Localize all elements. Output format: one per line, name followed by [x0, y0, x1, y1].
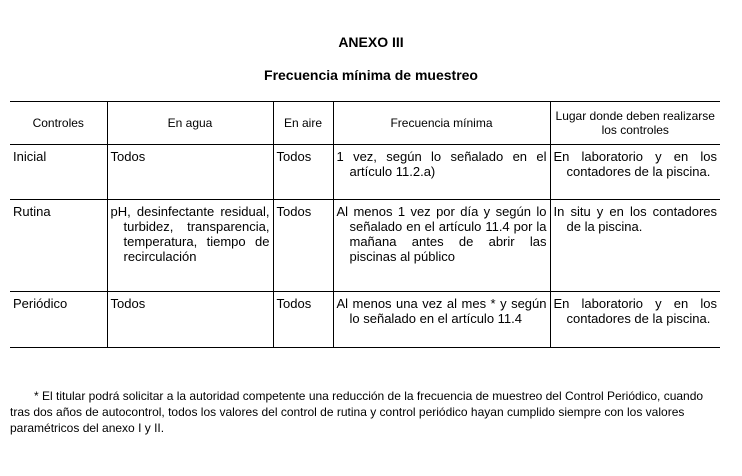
row-location: In situ y en los contadores de la piscina. [553, 204, 717, 234]
row-water: Todos [110, 149, 146, 164]
footnote [10, 388, 718, 436]
row-location: En laboratorio y en los contadores de la piscina. [553, 149, 717, 179]
header-water: En agua [107, 102, 273, 145]
table-row [10, 292, 720, 348]
footnote-text: * El titular podrá solicitar a la autoridad competente una reducción de la frecuencia de muestreo del Control Periódico, cuando tras dos años de autocontrol, todos los valores del control de rutina y control periódico hayan cumplido siempre con los valores paramétricos del anexo I y II. [10, 389, 704, 435]
row-control: Periódico [13, 296, 68, 311]
table-header-row [10, 102, 720, 145]
row-frequency: Al menos una vez al mes * y según lo señalado en el artículo 11.4 [336, 296, 547, 326]
row-location: En laboratorio y en los contadores de la piscina. [553, 296, 717, 326]
row-control: Inicial [13, 149, 47, 164]
row-control: Rutina [13, 204, 51, 219]
row-water: Todos [110, 296, 146, 311]
row-frequency: 1 vez, según lo señalado en el artículo 11.2.a) [336, 149, 547, 179]
sampling-frequency-table [10, 101, 720, 348]
annex-title: ANEXO III [338, 34, 404, 50]
row-air: Todos [276, 296, 312, 311]
row-air: Todos [276, 149, 312, 164]
row-air: Todos [276, 204, 312, 219]
header-frequency: Frecuencia mínima [333, 102, 550, 145]
table-row [10, 200, 720, 292]
row-water: pH, desinfectante residual, turbidez, transparencia, temperatura, tiempo de recirculación [110, 204, 270, 264]
row-frequency: Al menos 1 vez por día y según lo señalado en el artículo 11.4 por la mañana antes de abrir las piscinas al público [336, 204, 547, 264]
header-air: En aire [273, 102, 333, 145]
header-location: Lugar donde deben realizarse los controles [550, 102, 720, 145]
table-title: Frecuencia mínima de muestreo [264, 67, 478, 83]
header-controls: Controles [10, 102, 107, 145]
table-row [10, 145, 720, 200]
